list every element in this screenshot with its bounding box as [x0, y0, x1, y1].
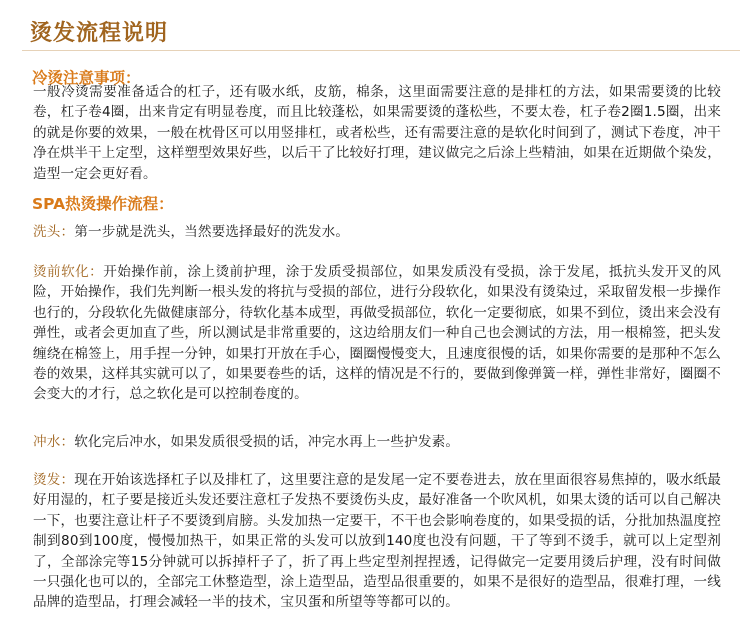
- spa-perm-heading: SPA热烫操作流程：: [32, 195, 174, 213]
- step-wash-label: 洗头：: [33, 224, 75, 240]
- step-rinse-label: 冲水：: [33, 434, 75, 450]
- step-perm-label: 烫发：: [33, 472, 75, 488]
- step-pre-soften-label: 烫前软化：: [33, 264, 104, 280]
- step-wash-text: 第一步就是洗头，当然要选择最好的洗发水。: [74, 224, 350, 240]
- step-perm-text: 现在开始该选择杠子以及排杠了，这里要注意的是发尾一定不要卷进去，放在里面很容易焦掉的，吸水纸最好用湿的，杠子要是接近头发还要注意杠子发热不要烫伤头皮，最好准备一个吹风机，如果太烫的话可以自己解决一下，也要注意让杆子不要烫到肩膀。头发加热一定要干，不干也会影响卷度的，如果受损的话，分批加热温度控制到80到100度，慢慢加热干，如果正常的头发可以放到140度也没有问题，干了等到不烫手，就可以上定型剂了，全部涂完等15分钟就可以拆掉杆子了，折了再上些定型剂捏捏透，记得做完一定要用烫后护理，没有时间做一只强化也可以的，全部完工休整造型，涂上造型品，造型品很重要的，如果不是很好的造型品，很难打理，一线品牌的造型品，打理会减轻一半的技术，宝贝蛋和所望等等都可以的。: [33, 472, 721, 611]
- page-title: 烫发流程说明: [30, 21, 169, 46]
- step-rinse-text: 软化完后冲水，如果发质很受损的话，冲完水再上一些护发素。: [74, 434, 460, 450]
- cold-perm-paragraph: 一般冷烫需要准备适合的杠子，还有吸水纸，皮筋，棉条，这里面需要注意的是排杠的方法，如果需要烫的比较卷，杠子卷4圈，出来肯定有明显卷度，而且比较蓬松，如果需要烫的蓬松些，不要太卷，杠子卷2圈1.5圈，出来的就是你要的效果，一般在枕骨区可以用竖排杠，或者松些，还有需要注意的是软化时间到了，测试下卷度，冲干净在烘半干上定型，这样塑型效果好些，以后干了比较好打理，建议做完之后涂上些精油，如果在近期做个染发，造型一定会更好看。: [33, 84, 721, 182]
- step-pre-soften-text: 开始操作前，涂上烫前护理，涂于发质受损部位，如果发质没有受损，涂于发尾，抵抗头发开叉的风险，开始操作，我们先判断一根头发的将抗与受损的部位，进行分段软化，如果没有烫染过，采取留发根一步操作也行的，分段软化先做健康部分，待软化基本成型，再做受损部位，软化一定要彻底，如果不到位，烫出来会没有弹性，或者会更加直了些，所以测试是非常重要的，这边给朋友们一种自己也会测试的方法，用一根棉签，把头发缠绕在棉签上，用手捏一分钟，如果打开放在手心，圈圈慢慢变大，且速度很慢的话，如果你需要的是那种不怎么卷的效果，这样其实就可以了，如果要卷些的话，这样的情况是不行的，要做到像弹簧一样，弹性非常好，圈圈不会变大的才行，总之软化是可以控制卷度的。: [33, 264, 721, 403]
- cold-perm-heading: 冷烫注意事项：: [32, 69, 141, 87]
- step-rinse: [33, 432, 721, 452]
- title-divider: [22, 50, 740, 51]
- step-pre-soften: [33, 262, 721, 405]
- step-wash: [33, 222, 721, 242]
- step-perm: [33, 470, 721, 613]
